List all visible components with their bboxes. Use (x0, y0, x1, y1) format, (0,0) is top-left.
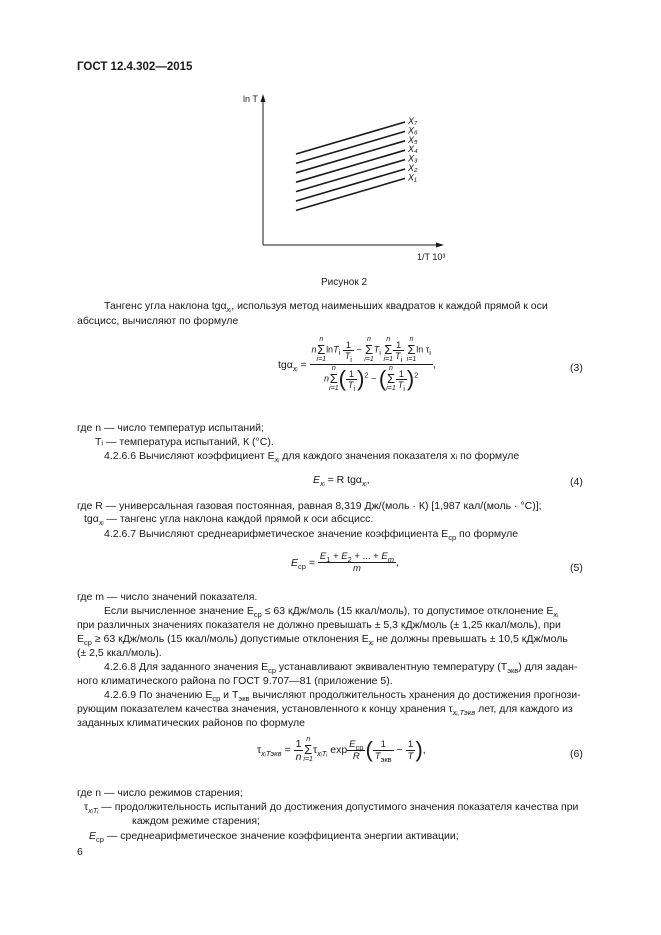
section-4269-cont-1: рующим показателем качества значения, установленного к концу хранения $\tau_{xᵢ,Tэкв}$ лет, для каждого из (77, 703, 573, 718)
series-label: X₇ (408, 116, 418, 126)
x-axis (263, 243, 444, 248)
where-tau: $\tau_{xᵢTᵢ}$ — продолжительность испытаний до достижения допустимого значения показателя качества при (84, 801, 579, 816)
section-4268-cont: ного климатического района по ГОСТ 9.707—81 (приложение 5). (77, 675, 393, 687)
section-4266: 4.2.6.6 Вычисляют коэффициент $E_{xᵢ}$ для каждого значения показателя xᵢ по формуле (104, 450, 520, 465)
series-label: X₆ (408, 125, 418, 136)
equation-4-number: (4) (570, 476, 583, 488)
series-label: X₄ (408, 144, 418, 155)
series-label: X₂ (408, 163, 418, 173)
series-label: X₃ (408, 153, 418, 164)
section-4268: 4.2.6.8 Для заданного значения $E_{ср}$ устанавливают эквивалентную температуру $(T_{экв})$ для задан- (104, 661, 578, 676)
section-4269-cont-2: заданных климатических районов по формуле (77, 717, 305, 729)
series-label: X₁ (408, 172, 417, 183)
series-line (296, 141, 405, 173)
section-4269: 4.2.6.9 По значению $E_{ср}$ и $T_{экв}$ вычисляют продолжительность хранения до достижения прогнози- (104, 689, 581, 704)
document-header: ГОСТ 12.4.302—2015 (77, 61, 193, 73)
section-4267: 4.2.6.7 Вычисляют среднеарифметическое значение коэффициента $E_{ср}$ по формуле (104, 528, 519, 543)
y-axis-label: ln T (243, 94, 258, 104)
series-line (296, 178, 405, 210)
where-m: где m — число значений показателя. (77, 591, 258, 603)
series-labels (407, 116, 418, 182)
series-lines (296, 122, 405, 210)
where-n-2: где n — число режимов старения; (77, 787, 243, 799)
series-line (296, 169, 405, 201)
where-E: $E_{ср}$ — среднеарифметическое значение коэффициента энергии активации; (89, 830, 459, 845)
figure-caption: Рисунок 2 (321, 277, 368, 288)
equation-5: $E_{ср}$ = $\frac{E_1 + E_2 + ... + E_m}{m}$ , (291, 551, 399, 574)
equation-6: $\tau_{xᵢTэкв}$ = $\frac{1}{n}$ n Σ i=1 $\tau_{xᵢTᵢ}$ exp $\frac{E_{ср}}{R}$ ( $\frac{1}{T_{экв}}$ − $\frac{1}{T}$ ), (257, 736, 426, 764)
where-R: где R — универсальная газовая постоянная, равная 8,319 Дж/(моль · К) [1,987 кал/(моль · °С)]; (77, 500, 542, 512)
where-tg: tgα$_{xᵢ}$ — тангенс угла наклона каждой прямой к оси абсцисс. (84, 513, 374, 528)
paragraph-deviation-1: Если вычисленное значение $E_{ср} \le 63$ кДж/моль (15 ккал/моль), то допустимое отклонение $E_{xᵢ}$ (104, 605, 559, 620)
where-n: где n — число температур испытаний; (77, 422, 264, 434)
x-axis-label: 1/T 10³ (417, 252, 446, 262)
paragraph-deviation-3: $E_{ср} \ge 63$ кДж/моль (15 ккал/моль) допустимые отклонения $E_{xᵢ}$ не должны превышать ± 10,5 кДж/моль (77, 633, 568, 648)
figure-chart (235, 88, 450, 268)
paragraph-deviation-2: при различных значениях показателя не должно превышать ± 5,3 кДж/моль (± 1,25 ккал/моль), при (77, 619, 561, 631)
y-axis (261, 94, 266, 245)
equation-3: tgα$_{xᵢ}$ = n n Σ i=1 lnT$_i$ $\frac{1}{T_i}$ − n Σ i=1 $T_i$ n Σ i=1 $\frac{1}{T_i}$ n Σ i=1 $\ln \tau_i$ n n Σ i=1 ( $\frac{1}{T_i}$ )$^2$ − ( n Σ i=1 $\frac{1}{T_i}$ )$^2$ , (278, 336, 436, 393)
series-line (296, 131, 405, 163)
paragraph-deviation-4: (± 2,5 ккал/моль). (77, 647, 162, 659)
page-number: 6 (77, 846, 83, 858)
series-line (296, 160, 405, 192)
series-line (296, 150, 405, 182)
equation-3-number: (3) (570, 362, 583, 374)
equation-5-number: (5) (570, 562, 583, 574)
where-Ti: Tᵢ — температура испытаний, К (°С). (95, 436, 274, 448)
equation-6-number: (6) (570, 748, 583, 760)
where-tau-cont: каждом режиме старения; (132, 815, 260, 827)
paragraph-slope: Тангенс угла наклона tgα$_{xᵢ}$, используя метод наименьших квадратов к каждой прямой к оси (104, 300, 548, 315)
paragraph-slope-cont: абсцисс, вычисляют по формуле (77, 315, 239, 327)
series-label: X₅ (408, 134, 418, 145)
equation-4: $E_{xᵢ} = R$ tgα$_{xᵢ}$, (313, 474, 370, 489)
series-line (296, 122, 405, 154)
